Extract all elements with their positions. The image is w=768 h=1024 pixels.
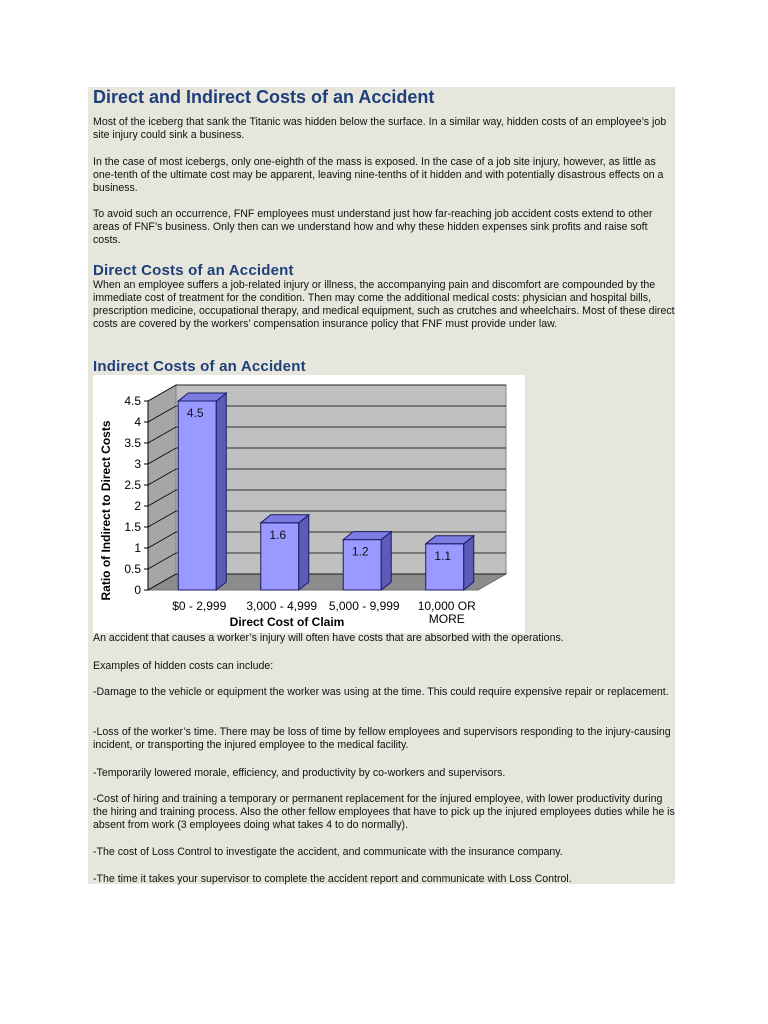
y-tick-label: 1 [134,541,141,555]
direct-costs-heading: Direct Costs of an Accident [93,262,294,279]
bar-side-4 [464,536,474,590]
x-category-label: 3,000 - 4,999 [246,599,318,613]
x-category-label: $0 - 2,999 [172,599,227,613]
y-tick-label: 0.5 [124,562,141,576]
x-category-label: MORE [428,612,465,626]
hidden-cost-item-report: -The time it takes your supervisor to complete the accident report and communicate with Loss Control. [93,873,572,885]
y-tick-label: 2 [134,499,141,513]
bar-side-3 [381,532,391,590]
hidden-cost-item-time-loss: -Loss of the worker’s time. There may be loss of time by fellow employees and supervisors responding to the injury-causing incident, or transporting the injured employee to the medical facility. [93,726,671,751]
bar-1 [178,401,216,590]
after-chart-paragraph-2: Examples of hidden costs can include: [93,660,274,672]
hidden-cost-item-damage: -Damage to the vehicle or equipment the worker was using at the time. This could require expensive repair or replacement. [93,686,669,698]
direct-costs-paragraph: When an employee suffers a job-related injury or illness, the accompanying pain and discomfort are compounded by the immediate cost of treatment for the condition. Then may come the additional medical costs: physician and hospital bills, prescription medicine, occupational therapy, and medical equipment, such as crutches and wheelchairs. Most of these direct costs are covered by the workers’ compensation insurance policy that FNF must provide under law. [93,279,675,330]
y-tick-label: 2.5 [124,478,141,492]
intro-paragraph-3: To avoid such an occurrence, FNF employees must understand just how far-reaching job accident costs extend to other areas of FNF’s business. Only then can we understand how and why these hidden expenses sink profits and raise soft costs. [93,208,653,246]
cost-ratio-chart-svg [93,375,525,633]
bar-side-2 [299,515,309,590]
y-tick-label: 1.5 [124,520,141,534]
hidden-cost-item-hiring: -Cost of hiring and training a temporary or permanent replacement for the injured employee, with lower productivity during the hiring and training process. Also the other fellow employees that have to pick up the injured employees duties while he is absent from work (3 employees doing what takes 4 to do normally). [93,793,675,831]
y-axis-title: Ratio of Indirect to Direct Costs [99,420,113,601]
bar-data-label: 4.5 [186,406,204,420]
page-title: Direct and Indirect Costs of an Accident [93,87,435,107]
bar-data-label: 1.1 [434,548,452,563]
bar-data-label: 1.2 [351,544,369,559]
y-tick-label: 3.5 [124,436,141,450]
hidden-cost-item-loss-control: -The cost of Loss Control to investigate the accident, and communicate with the insurance company. [93,846,563,858]
bar-data-label: 1.6 [269,527,287,542]
hidden-cost-item-morale: -Temporarily lowered morale, efficiency, and productivity by co-workers and supervisors. [93,767,506,779]
y-tick-label: 4 [134,415,141,429]
after-chart-paragraph-1: An accident that causes a worker’s injury will often have costs that are absorbed with the operations. [93,632,564,644]
x-category-label: 5,000 - 9,999 [328,599,400,613]
y-tick-label: 4.5 [124,394,141,408]
cost-ratio-chart [93,375,525,633]
y-tick-label: 0 [134,583,141,597]
intro-paragraph-2: In the case of most icebergs, only one-eighth of the mass is exposed. In the case of a job site injury, however, as little as one-tenth of the ultimate cost may be apparent, leaving nine-tenths of it hidden and with potentially disastrous effects on a business. [93,156,664,194]
chart-side-wall [148,385,176,590]
intro-paragraph-1: Most of the iceberg that sank the Titanic was hidden below the surface. In a similar way, hidden costs of an employee’s job site injury could sink a business. [93,116,667,141]
indirect-costs-heading: Indirect Costs of an Accident [93,358,306,375]
x-category-label: 10,000 OR [417,599,476,613]
x-axis-title: Direct Cost of Claim [229,615,345,629]
bar-side-1 [216,393,226,590]
y-tick-label: 3 [134,457,141,471]
